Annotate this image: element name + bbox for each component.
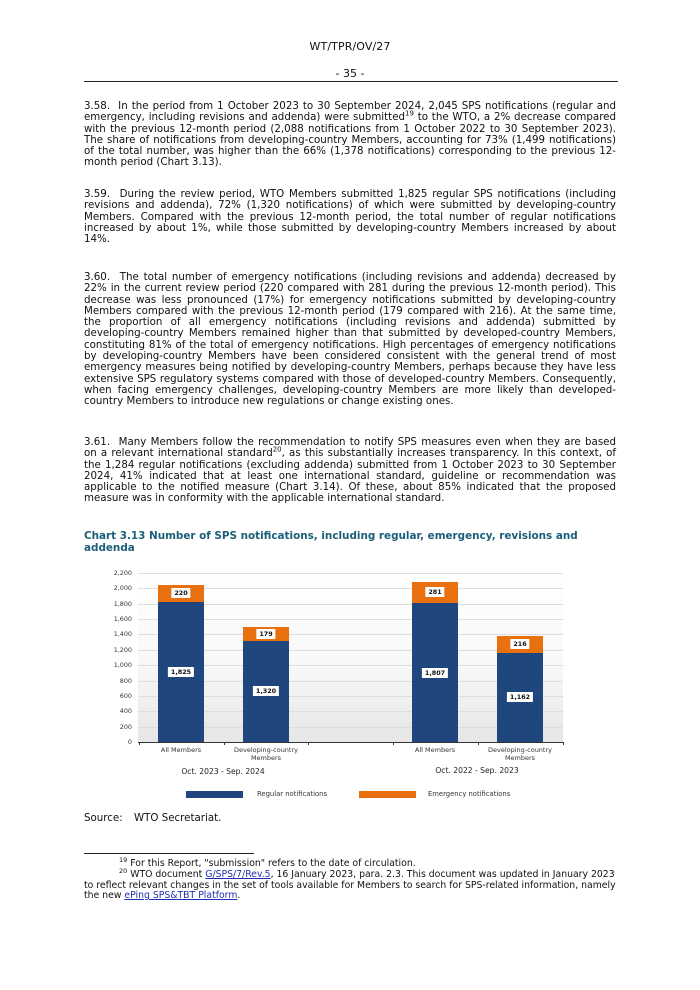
paragraph-text: The total number of emergency notifications (including revisions and addenda) decreased by 22% in the current review period (220 compared with 281 during the previous 12-month period). This decrease was less pronounced (17%) for emergency notifications submitted by developing-country Members compared with the previous 12-month period (179 compared with 216). At the same time, the proportion of all emergency notifications (including revisions and addenda) submitted by developing-country Members remained higher than that submitted by developed-country Members, constituting 81% of the total of emergency notifications. High percentages of emergency notifications by developing-country Members have been considered consistent with the general trend of most emergency measures being notified by developing-country Members, perhaps because they have less extensive SPS regulatory systems compared with those of developed-country Members. Consequently, when facing emergency challenges, developing-country Members are more likely than developed-country Members to introduce new regulations or change existing ones.	[84, 271, 616, 408]
source-label: Source:	[84, 812, 123, 824]
data-label-emergency: 281	[425, 587, 444, 597]
chart-title: Chart 3.13 Number of SPS notifications, including regular, emergency, revisions and addenda	[84, 530, 578, 554]
legend-label-regular: Regular notifications	[257, 790, 327, 798]
data-label-regular: 1,162	[507, 692, 533, 702]
document-symbol: WT/TPR/OV/27	[309, 40, 391, 53]
footnote-19	[84, 855, 616, 870]
category-label-all-members-2024: All Members	[160, 746, 202, 754]
footnote-ref-19[interactable]: 19	[405, 109, 414, 118]
y-tick-label: 2,200	[113, 569, 132, 577]
legend-swatch-emergency	[359, 791, 416, 798]
x-tick-mark	[224, 742, 225, 745]
paragraph-text: Many Members follow the recommendation to notify SPS measures even when they are based on a relevant international standard	[84, 436, 616, 460]
header-divider	[84, 81, 618, 82]
data-label-emergency: 216	[510, 639, 529, 649]
data-label-emergency: 179	[256, 629, 275, 639]
footnote-number: 20	[119, 866, 128, 875]
paragraph-number: 3.59.	[84, 188, 111, 200]
paragraph-text: , as this substantially increases transparency. In this context, of the 1,284 regular notifications (excluding addenda) submitted from 1 October 2023 to 30 September 2024, 41% indicated that at least one international standard, guideline or recommendation was applicable to the notified measure (Chart 3.14). Of these, about 85% indicated that the proposed measure was in conformity with the applicable international standard.	[84, 447, 616, 505]
y-tick-label: 1,000	[113, 661, 132, 670]
paragraph-text: In the period from 1 October 2023 to 30 September 2024, 2,045 SPS notifications (regular and emergency, including revisions and addenda) were submitted	[84, 100, 616, 124]
x-tick-mark	[308, 742, 309, 745]
category-label-all-members-2023: All Members	[414, 746, 456, 754]
y-tick-label: 600	[119, 691, 132, 700]
paragraph-number: 3.58.	[84, 100, 111, 112]
y-tick-label: 400	[119, 707, 132, 716]
footnote-text: For this Report, "submission" refers to the date of circulation.	[130, 858, 416, 869]
paragraph-3-61	[84, 437, 616, 505]
chart-source	[84, 812, 221, 824]
legend-swatch-regular	[186, 791, 243, 798]
footnote-number: 19	[119, 855, 128, 864]
page-number: - 35 -	[335, 67, 365, 80]
paragraph-text: During the review period, WTO Members submitted 1,825 regular SPS notifications (including revisions and addenda), 72% (1,320 notifications) of which were submitted by developing-country Members. Compared with the previous 12-month period, the total number of regular notifications increased by about 1%, while those submitted by developing-country Members increased by about 14%.	[84, 188, 616, 246]
y-tick-label: 1,200	[113, 645, 132, 654]
paragraph-3-59	[84, 189, 616, 245]
link-eping-platform[interactable]: ePing SPS&TBT Platform	[124, 890, 238, 902]
category-label-developing-2024: Developing-country Members	[233, 746, 298, 762]
y-tick-label: 1,600	[113, 615, 132, 624]
footnote-20: $^{20}$ WTO document G/SPS/7/Rev.5, 16 January 2023, para. 2.3. This document was updated in January 2023 to reflect relevant changes in the set of tools available for Members to search for SPS-related information, namely the new ePing SPS&TBT Platform.	[84, 866, 616, 902]
link-g-sps-7-rev5[interactable]: G/SPS/7/Rev.5	[205, 869, 271, 880]
x-tick-mark	[139, 742, 140, 745]
category-label-developing-2023: Developing-country Members	[487, 746, 552, 762]
paragraph-number: 3.61.	[84, 436, 111, 448]
data-label-regular: 1,320	[253, 686, 279, 696]
source-text: WTO Secretariat.	[134, 812, 222, 824]
paragraph-3-60	[84, 272, 616, 408]
y-tick-label: 1,800	[113, 599, 132, 608]
data-label-regular: 1,825	[168, 667, 194, 677]
x-tick-mark	[393, 742, 394, 745]
footnote-text: WTO document	[130, 869, 206, 880]
footnote-ref-20[interactable]: 20	[272, 445, 282, 454]
y-tick-label: 200	[119, 722, 132, 731]
y-tick-label: 2,000	[113, 584, 132, 593]
x-tick-mark	[478, 742, 479, 745]
y-tick-label: 1,400	[113, 630, 132, 639]
group-label-2022-2023: Oct. 2022 - Sep. 2023	[435, 766, 519, 775]
footnote-divider	[84, 853, 254, 854]
data-label-regular: 1,807	[422, 668, 448, 678]
y-tick-label: 0	[127, 738, 132, 746]
footnote-text: , 16 January 2023, para. 2.3. This document was updated in January 2023 to reflect relevant changes in the set of tools available for Members to search for SPS-related information, namely the new	[84, 869, 616, 902]
x-tick-mark	[563, 742, 564, 745]
gridline	[138, 573, 563, 574]
group-label-2023-2024: Oct. 2023 - Sep. 2024	[181, 767, 265, 776]
paragraph-text: to the WTO, a 2% decrease compared with the previous 12-month period (2,088 notifications from 1 October 2022 to 30 September 2023). The share of notifications from developing-country Members, accounting for 73% (1,499 notifications) of the total number, was higher than the 66% (1,378 notifications) corresponding to the previous 12-month period (Chart 3.13).	[84, 111, 616, 169]
paragraph-number: 3.60.	[84, 271, 111, 283]
legend-label-emergency: Emergency notifications	[428, 790, 511, 798]
paragraph-3-58	[84, 101, 616, 169]
y-tick-label: 800	[119, 676, 132, 685]
x-axis-line	[138, 742, 563, 743]
data-label-emergency: 220	[171, 588, 190, 598]
